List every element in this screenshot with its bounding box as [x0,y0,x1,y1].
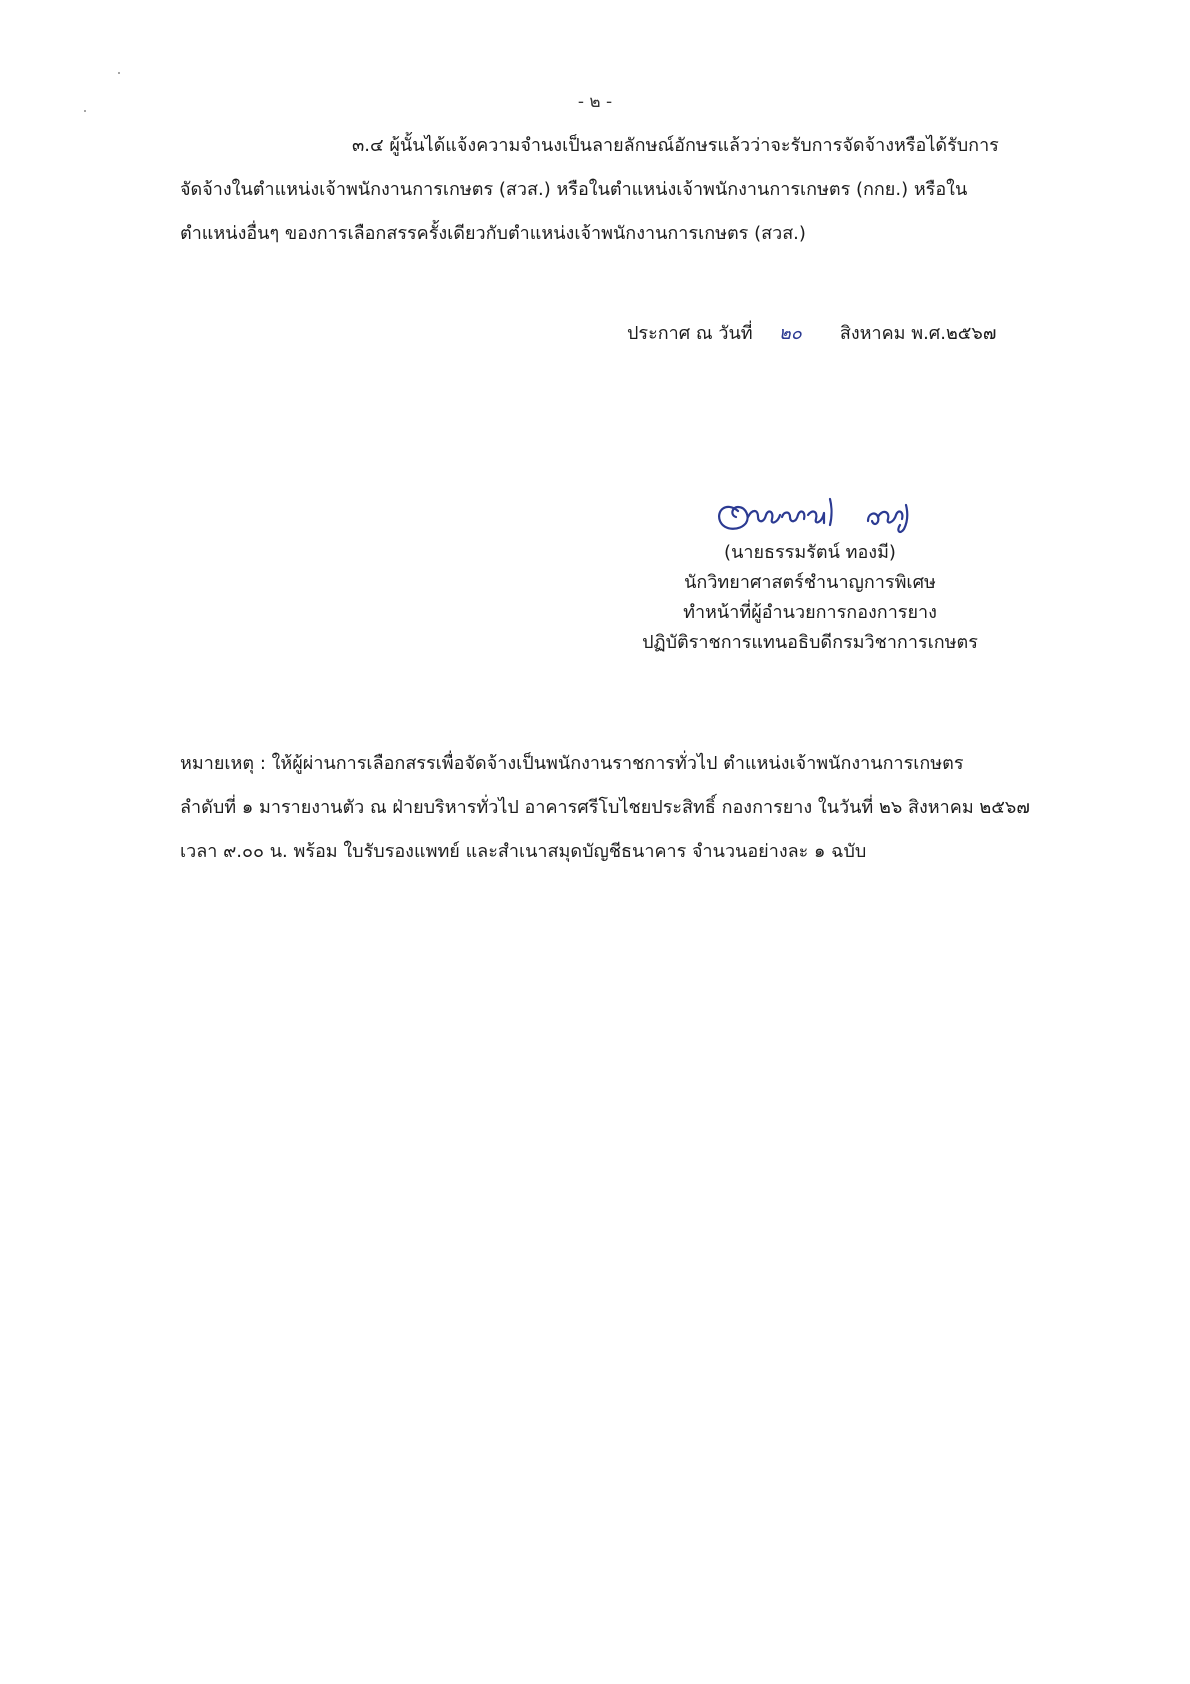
scan-speck [118,72,120,74]
date-month-year: สิงหาคม พ.ศ.๒๕๖๗ [839,323,997,344]
signatory-position: นักวิทยาศาสตร์ชำนาญการพิเศษ [684,572,936,593]
remark-line: ลำดับที่ ๑ มารายงานตัว ณ ฝ่ายบริหารทั่วไป อาคารศรีโบไชยประสิทธิ์ กองการยาง ในวันที่ ๒๖ สิงหาคม ๒๕๖๗ [180,797,1030,818]
signatory-on-behalf: ปฏิบัติราชการแทนอธิบดีกรมวิชาการเกษตร [642,632,978,653]
remark-line: เวลา ๙.๐๐ น. พร้อม ใบรับรองแพทย์ และสำเนาสมุดบัญชีธนาคาร จำนวนอย่างละ ๑ ฉบับ [180,841,867,862]
page-number: - ๒ - [577,92,613,112]
date-prefix: ประกาศ ณ วันที่ [627,323,753,344]
clause-3-4 [180,124,1075,256]
clause-line: ๓.๔ ผู้นั้นได้แจ้งความจำนงเป็นลายลักษณ์อักษรแล้วว่าจะรับการจัดจ้างหรือได้รับการ [352,135,999,156]
remark-line: หมายเหตุ : ให้ผู้ผ่านการเลือกสรรเพื่อจัดจ้างเป็นพนักงานราชการทั่วไป ตำแหน่งเจ้าพนักงานการเกษตร [180,753,964,774]
clause-line: ตำแหน่งอื่นๆ ของการเลือกสรรครั้งเดียวกับตำแหน่งเจ้าพนักงานการเกษตร (สวส.) [180,223,806,244]
signatory-block [620,538,1000,658]
signature-image [712,487,932,541]
remark-note [180,742,1075,874]
announcement-date [627,318,996,347]
clause-line: จัดจ้างในตำแหน่งเจ้าพนักงานการเกษตร (สวส.) หรือในตำแหน่งเจ้าพนักงานการเกษตร (กกย.) หรือใน [180,179,968,200]
signatory-name: (นายธรรมรัตน์ ทองมี) [724,542,896,563]
signatory-acting-role: ทำหน้าที่ผู้อำนวยการกองการยาง [683,602,937,623]
handwritten-day: ๒๐ [778,323,802,344]
